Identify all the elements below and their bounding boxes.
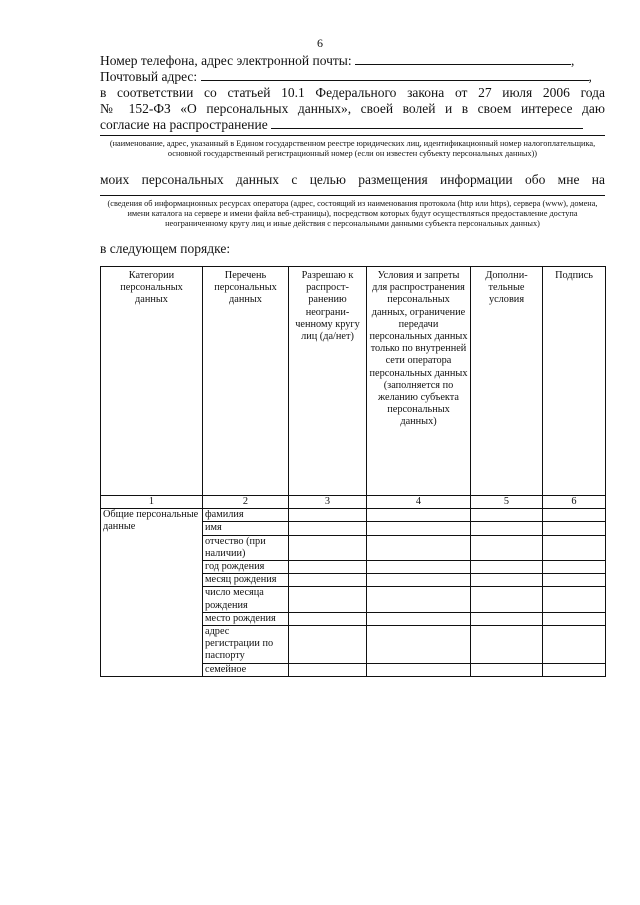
column-number: 3: [289, 496, 367, 509]
conditions-cell[interactable]: [367, 626, 471, 664]
phone-email-suffix: ,: [571, 53, 575, 68]
permission-cell[interactable]: [289, 612, 367, 625]
signature-cell[interactable]: [543, 535, 606, 560]
header-permission: Разрешаю к распрост-ранению неограни-ченному кругу лиц (да/нет): [289, 267, 367, 496]
column-number: 1: [101, 496, 203, 509]
list-item: место рождения: [203, 612, 289, 625]
postal-line: [100, 69, 605, 85]
signature-cell[interactable]: [543, 626, 606, 664]
purpose-line: моих персональных данных с целью размещения информации обо мне на: [100, 172, 605, 187]
postal-label: Почтовый адрес:: [100, 69, 198, 84]
signature-cell[interactable]: [543, 522, 606, 535]
signature-cell[interactable]: [543, 663, 606, 676]
column-number: 2: [203, 496, 289, 509]
additional-cell[interactable]: [471, 663, 543, 676]
header-list: Перечень персональных данных: [203, 267, 289, 496]
signature-cell[interactable]: [543, 561, 606, 574]
resources-note: (сведения об информационных ресурсах оператора (адрес, состоящий из наименования протокола (http или https), сервера (www), домена, имени каталога на сервере и имени файла веб-страницы), посредством которых будут осуществляться предоставление доступа неограниченному кругу лиц и иные действия с персональными данными субъекта персональных данных): [107, 199, 598, 228]
conditions-cell[interactable]: [367, 535, 471, 560]
permission-cell[interactable]: [289, 522, 367, 535]
permission-cell[interactable]: [289, 587, 367, 612]
postal-suffix: ,: [588, 69, 592, 84]
header-additional: Дополни-тельные условия: [471, 267, 543, 496]
conditions-cell[interactable]: [367, 612, 471, 625]
conditions-cell[interactable]: [367, 522, 471, 535]
signature-cell[interactable]: [543, 574, 606, 587]
additional-cell[interactable]: [471, 522, 543, 535]
list-item: адрес регистрации по паспорту: [203, 626, 289, 664]
resources-field-line[interactable]: [100, 195, 605, 196]
consent-operator-field[interactable]: [271, 117, 583, 129]
table-row: [101, 509, 606, 522]
column-number: 4: [367, 496, 471, 509]
additional-cell[interactable]: [471, 535, 543, 560]
additional-cell[interactable]: [471, 587, 543, 612]
header-categories: Категории персональных данных: [101, 267, 203, 496]
list-item: отчество (при наличии): [203, 535, 289, 560]
column-number: 5: [471, 496, 543, 509]
list-item: год рождения: [203, 561, 289, 574]
additional-cell[interactable]: [471, 509, 543, 522]
phone-email-label: Номер телефона, адрес электронной почты:: [100, 53, 352, 68]
list-item: число месяца рождения: [203, 587, 289, 612]
law-line-1: в соответствии со статьей 10.1 Федерального закона от 27 июля 2006 года: [100, 85, 605, 100]
signature-cell[interactable]: [543, 587, 606, 612]
law-line-3: согласие на распространение: [100, 117, 268, 132]
list-item: месяц рождения: [203, 574, 289, 587]
category-general: Общие персональные данные: [101, 509, 203, 677]
postal-field[interactable]: [201, 69, 589, 81]
conditions-cell[interactable]: [367, 509, 471, 522]
table-number-row: [101, 496, 606, 509]
header-conditions: Условия и запреты для распространения персональных данных, ограничение передачи персональных данных только по внутренней сети оператора персональных данных (заполняется по желанию субъекта персональных данных): [367, 267, 471, 496]
column-number: 6: [543, 496, 606, 509]
consent-table: [100, 266, 606, 677]
conditions-cell[interactable]: [367, 561, 471, 574]
table-header-row: [101, 267, 606, 496]
order-line: в следующем порядке:: [100, 241, 231, 256]
signature-cell[interactable]: [543, 612, 606, 625]
list-item: имя: [203, 522, 289, 535]
operator-note: (наименование, адрес, указанный в Едином государственном реестре юридических лиц, идентификационный номер налогоплательщика, основной государственный регистрационный номер (если он известен субъекту персональных данных)): [109, 139, 596, 158]
phone-email-field[interactable]: [355, 53, 571, 65]
additional-cell[interactable]: [471, 612, 543, 625]
operator-field-line[interactable]: [100, 135, 605, 136]
header-signature: Подпись: [543, 267, 606, 496]
permission-cell[interactable]: [289, 574, 367, 587]
consent-line: [100, 117, 605, 133]
permission-cell[interactable]: [289, 509, 367, 522]
law-line-2: № 152-ФЗ «О персональных данных», своей волей и в своем интересе даю: [100, 101, 605, 116]
conditions-cell[interactable]: [367, 663, 471, 676]
signature-cell[interactable]: [543, 509, 606, 522]
permission-cell[interactable]: [289, 626, 367, 664]
list-item: семейное: [203, 663, 289, 676]
additional-cell[interactable]: [471, 561, 543, 574]
additional-cell[interactable]: [471, 626, 543, 664]
permission-cell[interactable]: [289, 535, 367, 560]
conditions-cell[interactable]: [367, 587, 471, 612]
additional-cell[interactable]: [471, 574, 543, 587]
list-item: фамилия: [203, 509, 289, 522]
permission-cell[interactable]: [289, 663, 367, 676]
conditions-cell[interactable]: [367, 574, 471, 587]
phone-email-line: [100, 53, 605, 69]
permission-cell[interactable]: [289, 561, 367, 574]
page-number: 6: [317, 36, 323, 50]
